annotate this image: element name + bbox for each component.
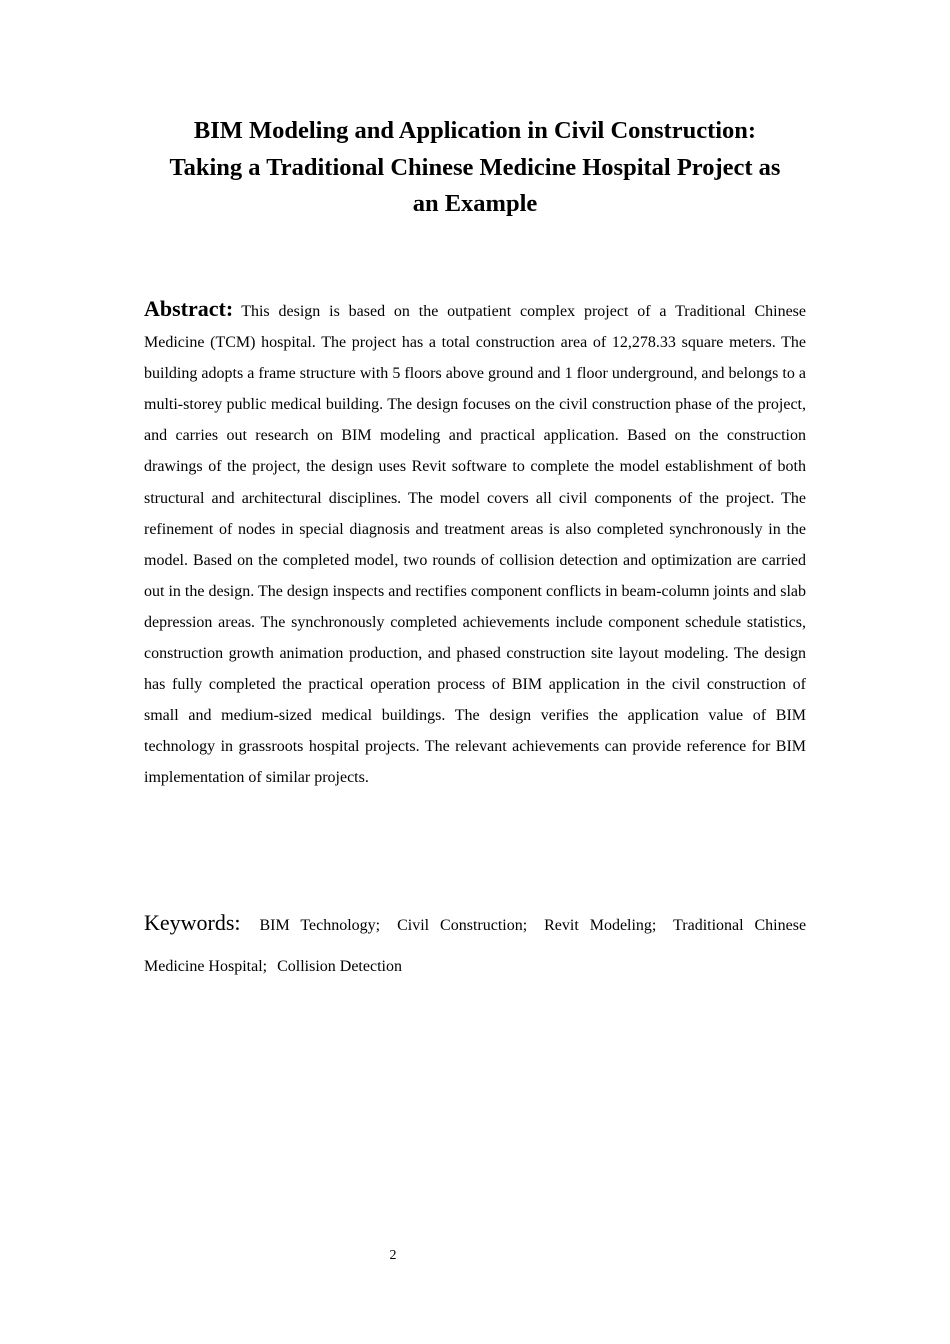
keyword-item: Traditional Chinese Medicine Hospital;: [144, 917, 807, 975]
keywords-heading: Keywords:: [144, 910, 241, 935]
keywords-section: [144, 902, 806, 987]
keyword-item: Collision Detection: [277, 958, 402, 975]
keyword-item: Revit Modeling;: [544, 917, 657, 934]
paper-title: [140, 113, 810, 223]
abstract-section: [144, 293, 806, 794]
title-line-1: BIM Modeling and Application in Civil Construction:: [193, 117, 757, 144]
title-line-3: an Example: [412, 190, 538, 217]
keyword-item: BIM Technology;: [259, 917, 381, 934]
title-line-2: Taking a Traditional Chinese Medicine Hospital Project as: [169, 153, 781, 181]
abstract-heading: Abstract:: [144, 296, 234, 321]
keyword-item: Civil Construction;: [397, 917, 528, 934]
abstract-text: This design is based on the outpatient complex project of a Traditional Chinese Medicine (TCM) hospital. The project has a total construction area of 12,278.33 square meters. The building adopts a frame structure with 5 floors above ground and 1 floor underground, and belongs to a multi-storey public medical building. The design focuses on the civil construction phase of the project, and carries out research on BIM modeling and practical application. Based on the construction drawings of the project, the design uses Revit software to complete the model establishment of both structural and architectural disciplines. The model covers all civil components of the project. The refinement of nodes in special diagnosis and treatment areas is also completed synchronously in the model. Based on the completed model, two rounds of collision detection and optimization are carried out in the design. The design inspects and rectifies component conflicts in beam-column joints and slab depression areas. The synchronously completed achievements include component schedule statistics, construction growth animation production, and phased construction site layout modeling. The design has fully completed the practical operation process of BIM application in the civil construction of small and medium-sized medical buildings. The design verifies the application value of BIM technology in grassroots hospital projects. The relevant achievements can provide reference for BIM implementation of similar projects.: [144, 303, 806, 787]
page-number: 2: [389, 1248, 397, 1263]
